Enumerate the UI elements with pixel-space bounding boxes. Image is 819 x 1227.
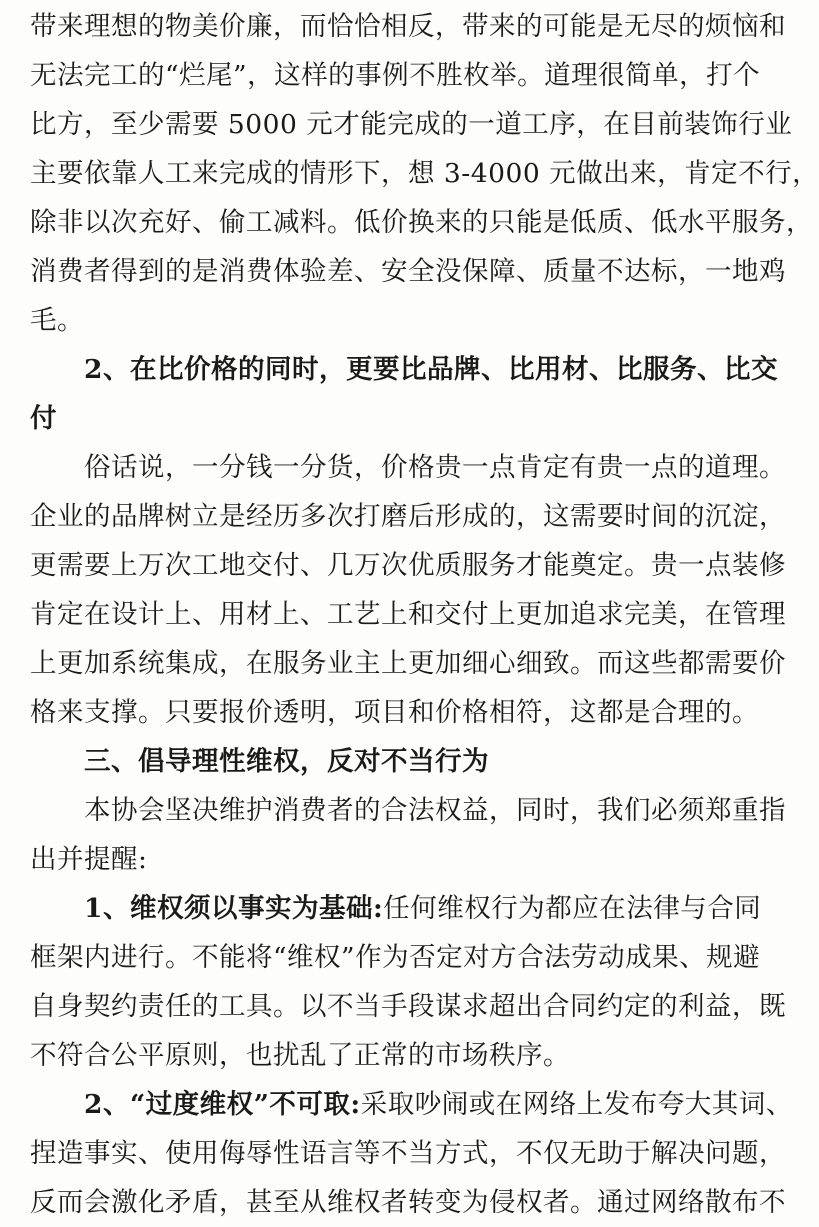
text-line: 无法完工的“烂尾”，这样的事例不胜枚举。道理很简单，打个 [30,60,761,91]
text-line: 俗话说，一分钱一分货，价格贵一点肯定有贵一点的道理。 [84,452,786,483]
text-line: 肯定在设计上、用材上、工艺上和交付上更加追求完美，在管理 [30,599,786,630]
text-line: 反而会激化矛盾，甚至从维权者转变为侵权者。通过网络散布不 [30,1187,786,1218]
section-3-intro [30,786,786,884]
text-line: 除非以次充好、偷工减料。低价换来的只能是低质、低水平服务， [30,207,813,238]
text-line: 主要依靠人工来完成的情形下，想 3-4000 元做出来，肯定不行， [30,158,819,189]
text-line: 带来理想的物美价廉，而恰恰相反，带来的可能是无尽的烦恼和 [30,11,786,42]
text-line: 更需要上万次工地交付、几万次优质服务才能奠定。贵一点装修 [30,550,786,581]
point-1 [30,884,786,1080]
section-3-heading: 三、倡导理性维权，反对不当行为 [84,746,489,777]
text-line: 企业的品牌树立是经历多次打磨后形成的，这需要时间的沉淀， [30,501,786,532]
point-first-line [30,1080,793,1129]
point-text: 任何维权行为都应在法律与合同 [383,893,762,924]
heading-line: 2、在比价格的同时，更要比品牌、比用材、比服务、比交 [84,354,778,385]
text-line: 消费者得到的是消费体验差、安全没保障、质量不达标，一地鸡 [30,256,786,287]
text-line: 不符合公平原则，也扰乱了正常的市场秩序。 [30,1040,570,1071]
section-2-body [30,443,786,737]
opening-paragraph [30,2,819,345]
point-label: 2、“过度维权”不可取: [84,1089,361,1120]
text-line: 比方，至少需要 5000 元才能完成的一道工序，在目前装饰行业 [30,109,793,140]
point-text: 采取吵闹或在网络上发布夸大其词、 [360,1089,793,1120]
text-line: 捏造事实、使用侮辱性语言等不当方式，不仅无助于解决问题， [30,1138,786,1169]
text-line: 本协会坚决维护消费者的合法权益，同时，我们必须郑重指 [84,795,786,826]
text-line: 自身契约责任的工具。以不当手段谋求超出合同约定的利益，既 [30,991,786,1022]
text-line: 框架内进行。不能将“维权”作为否定对方合法劳动成果、规避 [30,942,761,973]
section-2-heading [30,345,778,443]
point-label: 1、维权须以事实为基础: [84,893,384,924]
heading-line: 付 [30,403,57,434]
text-line: 毛。 [30,305,84,336]
point-2 [30,1080,793,1227]
point-first-line [30,884,762,933]
text-line: 上更加系统集成，在服务业主上更加细心细致。而这些都需要价 [30,648,786,679]
text-line: 格来支撑。只要报价透明，项目和价格相符，这都是合理的。 [30,697,759,728]
text-line: 出并提醒: [30,844,148,875]
